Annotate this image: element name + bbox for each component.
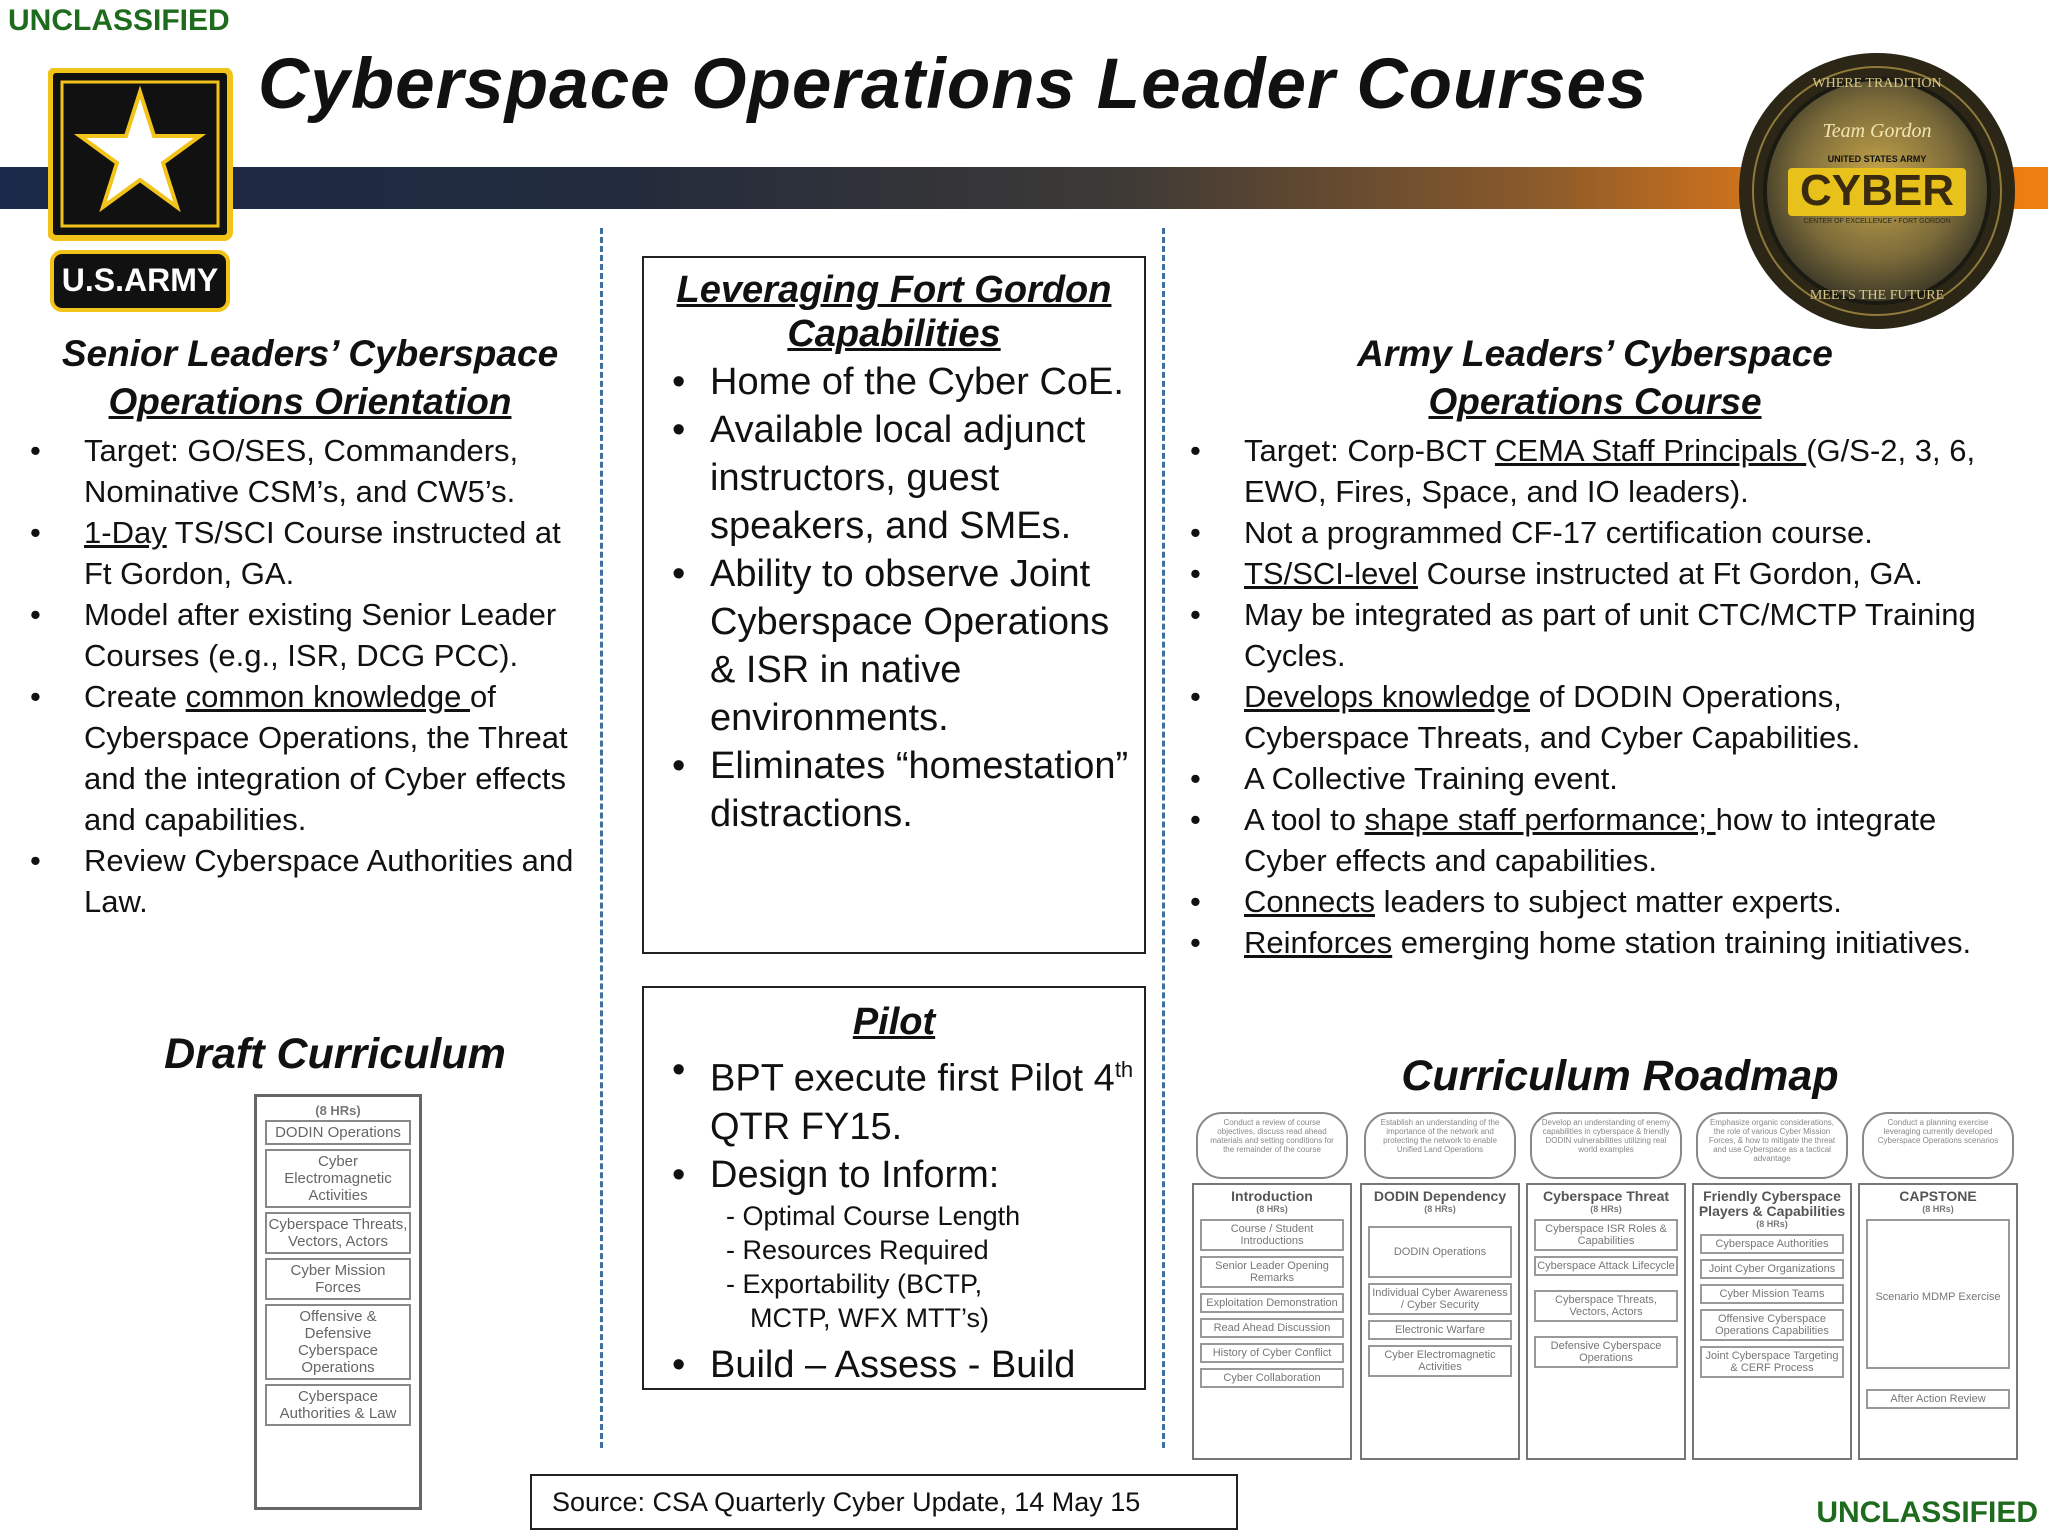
senior-leaders-heading <box>30 330 590 426</box>
draft-item: Offensive & Defensive Cyberspace Operations <box>265 1304 411 1380</box>
fort-gordon-heading <box>652 268 1136 356</box>
seal-main-text: CYBER <box>1799 166 1955 215</box>
roadmap-item: Defensive Cyberspace Operations <box>1534 1336 1678 1368</box>
roadmap-item: Cyberspace ISR Roles & Capabilities <box>1534 1219 1678 1251</box>
draft-item: Cyber Electromagnetic Activities <box>265 1149 411 1208</box>
roadmap-objective: Conduct a review of course objectives, discuss read ahead materials and setting conditions for the remainder of the course <box>1196 1112 1348 1179</box>
roadmap-column-hours: (8 HRs) <box>1756 1219 1788 1229</box>
column-divider-right <box>1162 228 1165 1448</box>
pilot-heading: Pilot <box>852 1001 936 1043</box>
fort-gordon-heading-line1: Leveraging Fort Gordon <box>676 269 1112 311</box>
army-leaders-heading-line2: Operations Course <box>1428 381 1762 422</box>
roadmap-item: Senior Leader Opening Remarks <box>1200 1256 1344 1288</box>
draft-curriculum-graphic <box>254 1094 422 1510</box>
bullet-item: • Available local adjunct instructors, guest speakers, and SMEs. <box>652 406 1136 550</box>
roadmap-item: Joint Cyberspace Targeting & CERF Process <box>1700 1346 1844 1378</box>
army-leaders-heading-line1: Army Leaders’ Cyberspace <box>1357 333 1833 374</box>
pilot-sub-item: - Optimal Course Length <box>726 1200 1021 1231</box>
army-logo <box>48 68 234 314</box>
roadmap-item: After Action Review <box>1866 1389 2010 1409</box>
draft-item: Cyber Mission Forces <box>265 1258 411 1300</box>
army-leaders-section <box>1190 330 2030 963</box>
senior-leaders-section <box>30 330 590 922</box>
roadmap-item: Individual Cyber Awareness / Cyber Security <box>1368 1283 1512 1315</box>
roadmap-objective: Establish an understanding of the importance of the network and protecting the network to enable Unified Land Operations <box>1364 1112 1516 1179</box>
roadmap-column-hours: (8 HRs) <box>1256 1204 1288 1214</box>
draft-hours: (8 HRs) <box>315 1103 361 1118</box>
roadmap-item: History of Cyber Conflict <box>1200 1343 1344 1363</box>
cyber-seal <box>1736 50 2018 332</box>
roadmap-column-threat <box>1526 1183 1686 1460</box>
fort-gordon-box <box>642 256 1146 954</box>
bullet-item: • Reinforces emerging home station training initiatives. <box>1190 922 2010 963</box>
roadmap-objective: Emphasize organic considerations, the role of various Cyber Mission Forces, & how to mitigate the threat and use Cyberspace as a tactical advantage <box>1696 1112 1848 1179</box>
draft-item: Cyberspace Authorities & Law <box>265 1384 411 1426</box>
page-title: Cyberspace Operations Leader Courses <box>258 45 1648 124</box>
roadmap-column-title: CAPSTONE <box>1899 1188 1977 1204</box>
bullet-item: • A tool to shape staff performance; how to integrate Cyber effects and capabilities. <box>1190 799 2010 881</box>
bullet-item: • Build – Assess - Build <box>652 1341 1136 1389</box>
roadmap-objective: Develop an understanding of enemy capabilities in cyberspace & friendly DODIN vulnerabilities utilizing real world examples <box>1530 1112 1682 1179</box>
pilot-sub-item: MCTP, WFX MTT’s) <box>750 1302 989 1333</box>
seal-script-text: Team Gordon <box>1822 120 1932 142</box>
roadmap-item: Cyberspace Attack Lifecycle <box>1534 1256 1678 1276</box>
senior-leaders-bullets <box>30 430 590 922</box>
roadmap-column-dodin <box>1360 1183 1520 1460</box>
classification-top: UNCLASSIFIED <box>8 4 230 37</box>
roadmap-column-hours: (8 HRs) <box>1424 1204 1456 1214</box>
pilot-sub-item: - Exportability (BCTP, <box>726 1268 983 1299</box>
bullet-item: • Ability to observe Joint Cyberspace Operations & ISR in native environments. <box>652 550 1136 742</box>
bullet-item: • Review Cyberspace Authorities and Law. <box>30 840 590 922</box>
bullet-item: • Model after existing Senior Leader Courses (e.g., ISR, DCG PCC). <box>30 594 590 676</box>
pilot-bullets-2 <box>652 1341 1136 1389</box>
bullet-item: • May be integrated as part of unit CTC/MCTP Training Cycles. <box>1190 594 2010 676</box>
seal-bottom-text: MEETS THE FUTURE <box>1809 288 1945 303</box>
bullet-item: • Create common knowledge of Cyberspace Operations, the Threat and the integration of Cyber effects and capabilities. <box>30 676 590 840</box>
army-leaders-heading <box>1190 330 2000 426</box>
roadmap-item: Joint Cyber Organizations <box>1700 1259 1844 1279</box>
roadmap-item: Cyber Electromagnetic Activities <box>1368 1345 1512 1377</box>
bullet-item: • Target: GO/SES, Commanders, Nominative CSM’s, and CW5’s. <box>30 430 590 512</box>
fort-gordon-bullets <box>652 358 1136 838</box>
senior-leaders-heading-line2: Operations Orientation <box>108 381 512 422</box>
bullet-item: • Target: Corp-BCT CEMA Staff Principals (G/S-2, 3, 6, EWO, Fires, Space, and IO leaders). <box>1190 430 2010 512</box>
pilot-sub-item: - Resources Required <box>726 1234 989 1265</box>
bullet-item: • A Collective Training event. <box>1190 758 2010 799</box>
roadmap-item: DODIN Operations <box>1368 1226 1512 1278</box>
roadmap-column-title: Cyberspace Threat <box>1542 1188 1670 1204</box>
pilot-box <box>642 986 1146 1390</box>
bullet-item: • Connects leaders to subject matter experts. <box>1190 881 2010 922</box>
roadmap-title: Curriculum Roadmap <box>1401 1052 1839 1100</box>
draft-item: Cyberspace Threats, Vectors, Actors <box>265 1212 411 1254</box>
bullet-item: • Design to Inform: <box>652 1151 1136 1199</box>
roadmap-item: Cyber Collaboration <box>1200 1368 1344 1388</box>
fort-gordon-heading-line2: Capabilities <box>787 313 1001 355</box>
senior-leaders-heading-line1: Senior Leaders’ Cyberspace <box>61 333 559 374</box>
bullet-item: • Develops knowledge of DODIN Operations, Cyberspace Threats, and Cyber Capabilities. <box>1190 676 2010 758</box>
roadmap-item: Cyberspace Authorities <box>1700 1234 1844 1254</box>
army-leaders-bullets <box>1190 430 2010 963</box>
roadmap-column-hours: (8 HRs) <box>1590 1204 1622 1214</box>
bullet-item: • BPT execute first Pilot 4th QTR FY15. <box>652 1046 1136 1151</box>
roadmap-item: Cyber Mission Teams <box>1700 1284 1844 1304</box>
roadmap-item: Scenario MDMP Exercise <box>1866 1219 2010 1369</box>
roadmap-column-title: Friendly Cyberspace Players & Capabilities <box>1698 1188 1846 1219</box>
roadmap-item: Read Ahead Discussion <box>1200 1318 1344 1338</box>
roadmap-column-title: Introduction <box>1231 1188 1313 1204</box>
roadmap-item: Offensive Cyberspace Operations Capabilities <box>1700 1309 1844 1341</box>
roadmap-column-title: DODIN Dependency <box>1373 1188 1507 1204</box>
seal-band-text: UNITED STATES ARMY <box>1827 154 1927 164</box>
column-divider-left <box>600 228 603 1448</box>
seal-sub-text: CENTER OF EXCELLENCE • FORT GORDON <box>1803 218 1951 225</box>
bullet-item: • TS/SCI-level Course instructed at Ft Gordon, GA. <box>1190 553 2010 594</box>
roadmap-item: Cyberspace Threats, Vectors, Actors <box>1534 1290 1678 1322</box>
army-logo-text: U.S.ARMY <box>61 262 219 298</box>
seal-top-text: WHERE TRADITION <box>1812 76 1942 91</box>
roadmap-item: Exploitation Demonstration <box>1200 1293 1344 1313</box>
roadmap-column-capstone <box>1858 1183 2018 1460</box>
bullet-item: • Eliminates “homestation” distractions. <box>652 742 1136 838</box>
draft-item: DODIN Operations <box>265 1120 411 1145</box>
source-citation: Source: CSA Quarterly Cyber Update, 14 May 15 <box>530 1474 1238 1530</box>
roadmap-column-friendly <box>1692 1183 1852 1460</box>
roadmap-item: Electronic Warfare <box>1368 1320 1512 1340</box>
pilot-bullets <box>652 1046 1136 1199</box>
roadmap-column-introduction <box>1192 1183 1352 1460</box>
bullet-item: • Home of the Cyber CoE. <box>652 358 1136 406</box>
roadmap-objective: Conduct a planning exercise leveraging currently developed Cyberspace Operations scenarios <box>1862 1112 2014 1179</box>
roadmap-column-hours: (8 HRs) <box>1922 1204 1954 1214</box>
draft-curriculum-title: Draft Curriculum <box>164 1030 506 1078</box>
bullet-item: • Not a programmed CF-17 certification course. <box>1190 512 2010 553</box>
classification-bottom: UNCLASSIFIED <box>1816 1496 2038 1529</box>
bullet-item: • 1-Day TS/SCI Course instructed at Ft Gordon, GA. <box>30 512 590 594</box>
roadmap-item: Course / Student Introductions <box>1200 1219 1344 1251</box>
